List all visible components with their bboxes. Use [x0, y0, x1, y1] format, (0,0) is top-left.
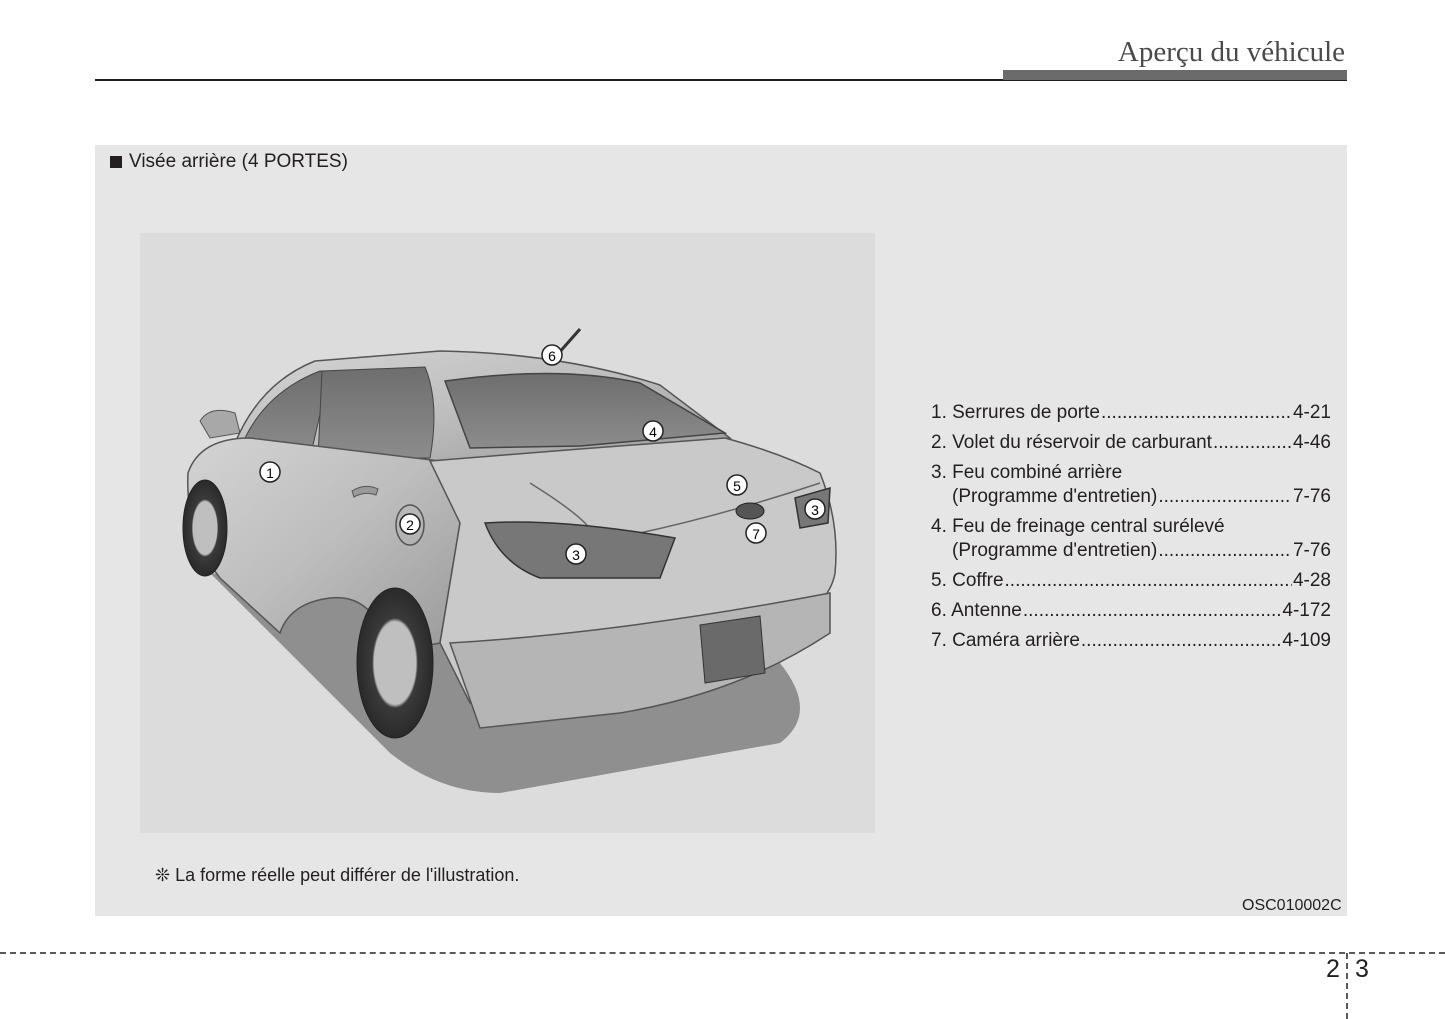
rear-wheel [357, 588, 433, 738]
callout-6 [542, 345, 562, 365]
legend-item-label: 6. Antenne [931, 600, 1022, 621]
callout-7 [746, 523, 766, 543]
legend-item-page: 7-76 [1292, 540, 1331, 561]
legend-item-label: 3. Feu combiné arrière [931, 462, 1123, 483]
legend-item-label: 1. Serrures de porte [931, 402, 1100, 423]
legend-item-sublabel: (Programme d'entretien) [952, 540, 1158, 561]
page-number: 3 [1355, 955, 1369, 983]
header-accent-bar [1003, 70, 1347, 80]
callout-4-label: 4 [649, 424, 657, 440]
legend-item-label: 5. Coffre [931, 570, 1004, 591]
front-wheel [183, 480, 227, 576]
dot-leader [1213, 431, 1292, 455]
legend-item-sublabel: (Programme d'entretien) [952, 486, 1158, 507]
chapter-number: 2 [1326, 955, 1340, 983]
legend-list [931, 401, 1331, 659]
callout-2-label: 2 [406, 517, 414, 533]
page-number-separator [1346, 953, 1348, 1019]
legend-item-label: 4. Feu de freinage central surélevé [931, 516, 1225, 537]
callout-3-left-label: 3 [572, 547, 580, 563]
callout-5-label: 5 [733, 478, 741, 494]
callout-6-label: 6 [548, 348, 556, 364]
dot-leader [1081, 629, 1282, 653]
image-code: OSC010002C [1242, 897, 1342, 914]
legend-item-page: 4-21 [1292, 402, 1331, 423]
legend-item-2 [931, 431, 1331, 455]
legend-item-page: 4-109 [1282, 630, 1331, 651]
dot-leader [1101, 401, 1292, 425]
legend-item-1 [931, 401, 1331, 425]
dot-leader [1158, 485, 1292, 509]
callout-3-left [566, 544, 586, 564]
legend-item-page: 4-28 [1292, 570, 1331, 591]
dot-leader [1005, 569, 1292, 593]
callout-2 [400, 514, 420, 534]
square-bullet-icon [110, 156, 122, 168]
legend-item-page: 4-172 [1282, 600, 1331, 621]
legend-item-3 [931, 461, 1331, 509]
legend-item-label: 2. Volet du réservoir de carburant [931, 432, 1212, 453]
section-title: Visée arrière (4 PORTES) [129, 151, 348, 172]
legend-item-6 [931, 599, 1331, 623]
legend-item-4 [931, 515, 1331, 563]
callout-5 [727, 475, 747, 495]
legend-item-page: 7-76 [1292, 486, 1331, 507]
rear-side-window [318, 367, 434, 458]
callout-1 [260, 462, 280, 482]
dot-leader [1158, 539, 1292, 563]
callout-3-right-label: 3 [811, 502, 819, 518]
callout-1-label: 1 [266, 465, 274, 481]
legend-item-page: 4-46 [1292, 432, 1331, 453]
illustration-disclaimer: ❊ La forme réelle peut différer de l'illustration. [155, 865, 520, 885]
page-header-title: Aperçu du véhicule [1117, 36, 1345, 68]
callout-3-right [805, 499, 825, 519]
callout-7-label: 7 [752, 526, 760, 542]
illustration-panel [95, 145, 1347, 916]
brand-emblem [736, 503, 764, 519]
legend-item-7 [931, 629, 1331, 653]
page-divider [0, 952, 1445, 954]
dot-leader [1023, 599, 1282, 623]
callout-4 [643, 421, 663, 441]
license-plate [700, 616, 765, 683]
car-rear-illustration [140, 233, 875, 833]
legend-item-5 [931, 569, 1331, 593]
section-heading [110, 151, 348, 173]
legend-item-label: 7. Caméra arrière [931, 630, 1080, 651]
